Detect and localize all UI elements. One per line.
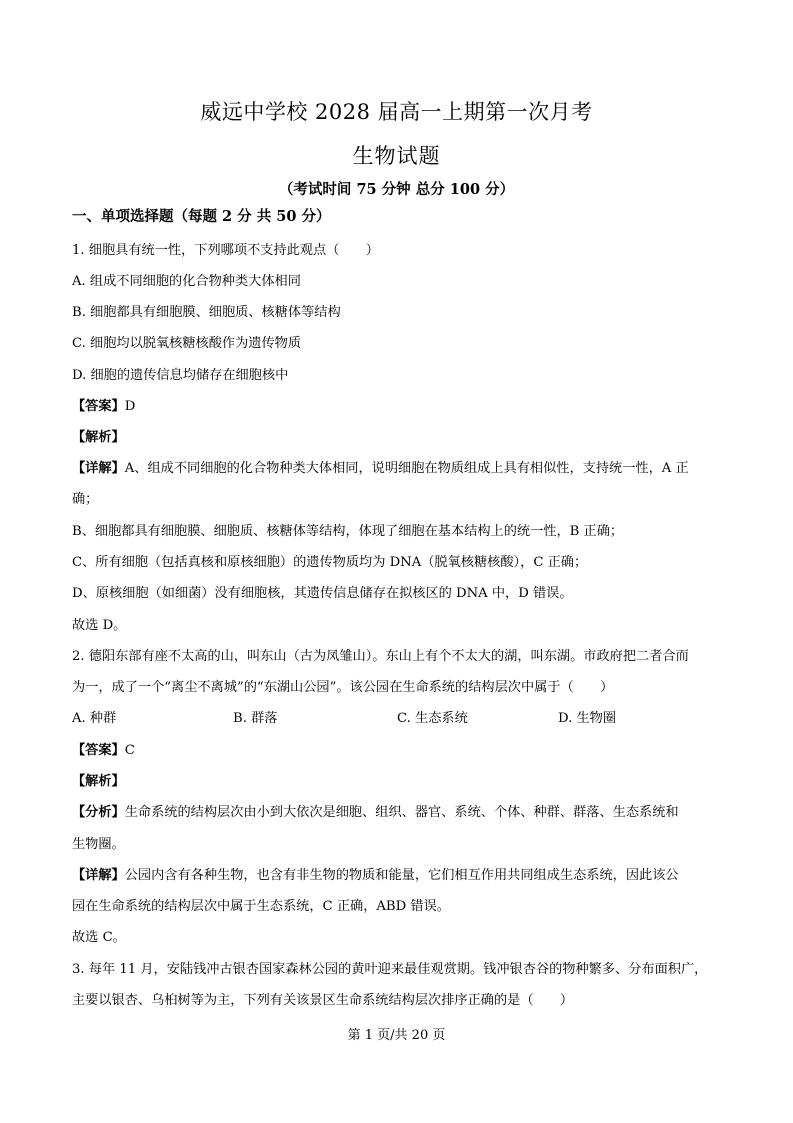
q1-analysis-tag: 【解析】 <box>72 430 125 445</box>
detail-text: 公园内含有各种生物，也含有非生物的物质和能量，它们相互作用共同组成生态系统，因此该公 <box>124 868 679 883</box>
q1-option-d: D. 细胞的遗传信息均储存在细胞核中 <box>72 368 289 383</box>
q1-option-b: B. 细胞都具有细胞膜、细胞质、核糖体等结构 <box>72 305 341 320</box>
fenxi-text: 生命系统的结构层次由小到大依次是细胞、组织、器官、系统、个体、种群、群落、生态系统和 <box>124 805 679 820</box>
q2-stem-line-1: 2. 德阳东部有座不太高的山，叫东山（古为凤雏山）。东山上有个不太大的湖，叫东湖。市政府把二者合而 <box>72 649 689 664</box>
exam-title: 威远中学校 2028 届高一上期第一次月考 <box>200 100 593 124</box>
q1-option-a: A. 组成不同细胞的化合物种类大体相同 <box>72 274 301 289</box>
q3-stem-line-1: 3. 每年 11 月，安陆钱冲古银杏国家森林公园的黄叶迎来最佳观赏期。钱冲银杏谷的物种繁多、分布面积广， <box>72 962 708 977</box>
q1-detail-line-3: C、所有细胞（包括真核和原核细胞）的遗传物质均为 DNA（脱氧核糖核酸），C 正确； <box>72 555 588 570</box>
q1-conclusion: 故选 D。 <box>72 618 127 633</box>
q2-stem-line-2: 为一，成了一个“离尘不离城”的“东湖山公园”。该公园在生命系统的结构层次中属于（ ） <box>72 680 614 695</box>
exam-info: （考试时间 75 分钟 总分 100 分） <box>278 181 515 198</box>
detail-text: A、组成不同细胞的化合物种类大体相同，说明细胞在物质组成上具有相似性，支持统一性，A 正 <box>124 461 689 476</box>
q1-detail-line-2: B、细胞都具有细胞膜、细胞质、核糖体等结构，体现了细胞在基本结构上的统一性，B 正确； <box>72 524 624 539</box>
q1-detail-line-1 <box>72 460 689 478</box>
q2-detail-line-1 <box>72 867 679 885</box>
q1-detail-line-1b: 确； <box>72 492 99 507</box>
subject-title: 生物试题 <box>352 144 441 168</box>
q2-option-d: D. 生物圈 <box>558 711 617 726</box>
q2-analysis-tag: 【解析】 <box>72 774 125 789</box>
q2-option-c: C. 生态系统 <box>397 711 468 726</box>
answer-tag: 【答案】 <box>72 743 125 758</box>
q1-stem: 1. 细胞具有统一性，下列哪项不支持此观点（ ） <box>72 243 379 258</box>
section-heading: 一、单项选择题（每题 2 分 共 50 分） <box>72 208 331 225</box>
q2-fenxi-line-1 <box>72 804 679 822</box>
answer-value: D <box>124 399 136 414</box>
q1-answer <box>72 398 135 416</box>
fenxi-tag: 【分析】 <box>72 805 125 820</box>
answer-tag: 【答案】 <box>72 399 125 414</box>
q2-conclusion: 故选 C。 <box>72 930 126 945</box>
q2-option-a: A. 种群 <box>72 711 117 726</box>
detail-tag: 【详解】 <box>72 868 125 883</box>
page-footer: 第 1 页/共 20 页 <box>347 1028 446 1043</box>
q2-answer <box>72 742 135 760</box>
q1-option-c: C. 细胞均以脱氧核糖核酸作为遗传物质 <box>72 336 302 351</box>
q2-option-b: B. 群落 <box>233 711 278 726</box>
q2-fenxi-line-2: 生物圈。 <box>72 837 125 852</box>
answer-value: C <box>124 743 135 758</box>
q2-detail-line-2: 园在生命系统的结构层次中属于生态系统，C 正确，ABD 错误。 <box>72 899 450 914</box>
detail-tag: 【详解】 <box>72 461 125 476</box>
q3-stem-line-2: 主要以银杏、乌桕树等为主，下列有关该景区生命系统结构层次排序正确的是（ ） <box>72 993 574 1008</box>
q1-detail-line-4: D、原核细胞（如细菌）没有细胞核，其遗传信息储存在拟核区的 DNA 中，D 错误。 <box>72 586 573 601</box>
